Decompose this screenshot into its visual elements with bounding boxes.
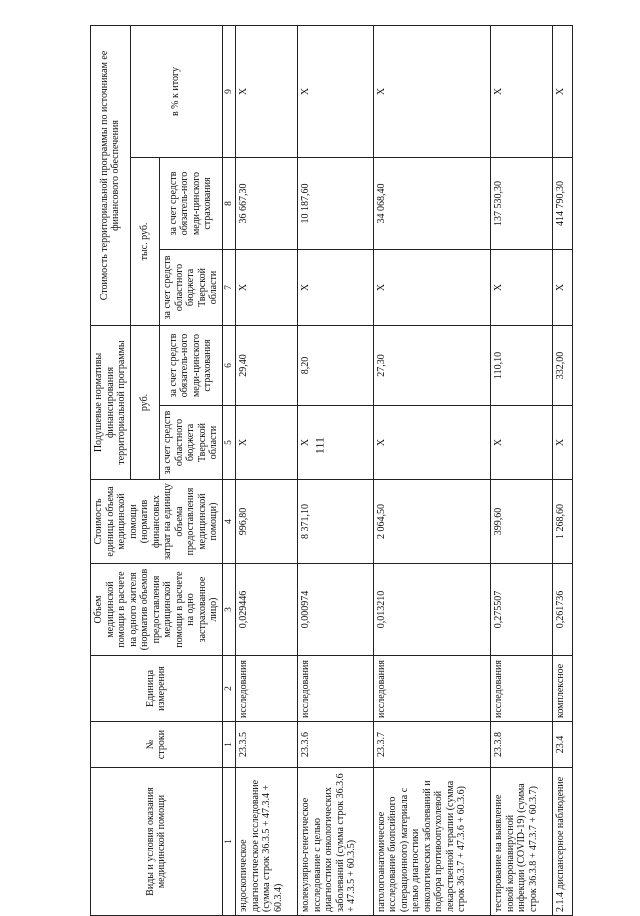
row-unit-cost: 1 268,60: [552, 480, 572, 564]
header-norm-oms: за счет средств обязатель-ного меди-цинского страхования: [160, 325, 223, 405]
row-cost-budget: X: [491, 249, 553, 325]
row-line-no: 23.3.6: [298, 722, 374, 768]
header-norm-budget: за счет средств областного бюджета Тверской области: [160, 406, 223, 480]
colnum: 6: [222, 325, 236, 405]
row-cost-budget: X: [373, 249, 490, 325]
row-percent: X: [236, 25, 298, 157]
row-volume: 0,000974: [298, 564, 374, 656]
row-percent: X: [373, 25, 490, 157]
header-unit: Единица измерения: [91, 656, 223, 722]
row-unit-cost: 8 371,10: [298, 480, 374, 564]
row-norm-budget: X: [236, 406, 298, 480]
row-unit: исследования: [373, 656, 490, 722]
row-cost-budget: X: [552, 249, 572, 325]
row-norm-budget: X: [552, 406, 572, 480]
header-cost-budget: за счет средств областного бюджета Тверской области: [160, 249, 223, 325]
row-volume: 0,029446: [236, 564, 298, 656]
row-name: эндоскопическое диагностическое исследование (сумма строк 36.3.5 + 47.3.4 + 60.3.4): [236, 768, 298, 916]
row-name: тестирование на выявление новой коронавирусной инфекции (COVID-19) (сумма строк 36.3.8 + 47.3.7 + 60.3.7): [491, 768, 553, 916]
row-percent: X: [552, 25, 572, 157]
header-unit-rub: руб.: [130, 325, 160, 479]
row-percent: X: [298, 25, 374, 157]
table-row: [236, 25, 298, 915]
row-norm-oms: 29,40: [236, 325, 298, 405]
table-row: [298, 25, 374, 915]
colnum: 5: [222, 406, 236, 480]
header-type: Виды и условия оказания медицинской помощи: [91, 768, 223, 916]
colnum: 8: [222, 157, 236, 249]
row-name: молекулярно-генетическое исследование с целью диагностики онкологических заболеваний (сумма строк 36.3.6 + 47.3.5 + 60.3.5): [298, 768, 374, 916]
table-row: [552, 25, 572, 915]
header-unit-cost: Стоимость единицы объема медицинской помощи (норматив финансовых затрат на единицу объема предоставления медицинской помощи): [91, 480, 223, 564]
header-cost-oms: за счет средств обязатель-ного меди-цинского страхования: [160, 157, 223, 249]
row-line-no: 23.3.5: [236, 722, 298, 768]
header-unit-thousand-rub: тыс. руб.: [130, 157, 160, 325]
row-norm-oms: 332,00: [552, 325, 572, 405]
row-name: 2.1.4 диспансерное наблюдение: [552, 768, 572, 916]
header-percent-total: в % к итогу: [130, 25, 222, 157]
colnum: 2: [222, 656, 236, 722]
row-line-no: 23.3.8: [491, 722, 553, 768]
row-norm-oms: 8,20: [298, 325, 374, 405]
row-norm-oms: 110,10: [491, 325, 553, 405]
row-unit-cost: 399,60: [491, 480, 553, 564]
row-line-no: 23.4: [552, 722, 572, 768]
header-volume: Объем медицинской помощи в расчете на одного жителя (норматив объемов предоставления медицинской помощи в расчете на одно застрахованное лицо): [91, 564, 223, 656]
row-cost-budget: X: [298, 249, 374, 325]
rotated-table-container: [90, 26, 566, 916]
row-name: патологоанатомическое исследование биопсийного (операционного) материала с целью диагностики онкологических заболеваний и подбора противоопухолевой лекарственной терапии (сумма строк 36.3.7 + 47.3.6 + 60.3.6): [373, 768, 490, 916]
financing-table: [90, 25, 573, 916]
row-cost-oms: 36 667,30: [236, 157, 298, 249]
header-program-cost: Стоимость территориальной программы по источникам ее финансового обеспечения: [91, 25, 131, 325]
page-number: 111: [312, 436, 327, 455]
colnum: 9: [222, 25, 236, 157]
row-volume: 0,275507: [491, 564, 553, 656]
row-norm-budget: X: [298, 406, 374, 480]
row-percent: X: [491, 25, 553, 157]
colnum: 1: [222, 768, 236, 916]
colnum: 4: [222, 480, 236, 564]
header-line-no: № строки: [91, 722, 223, 768]
row-cost-oms: 34 068,40: [373, 157, 490, 249]
row-line-no: 23.3.7: [373, 722, 490, 768]
row-unit: комплексное: [552, 656, 572, 722]
row-unit: исследования: [491, 656, 553, 722]
table-row: [491, 25, 553, 915]
row-volume: 0,013210: [373, 564, 490, 656]
row-unit: исследования: [236, 656, 298, 722]
row-cost-oms: 137 530,30: [491, 157, 553, 249]
table-row: [373, 25, 490, 915]
colnum: 7: [222, 249, 236, 325]
row-volume: 0,261736: [552, 564, 572, 656]
row-cost-budget: X: [236, 249, 298, 325]
colnum: 1: [222, 722, 236, 768]
row-norm-budget: X: [373, 406, 490, 480]
row-cost-oms: 414 790,30: [552, 157, 572, 249]
row-cost-oms: 10 187,60: [298, 157, 374, 249]
row-unit-cost: 2 064,50: [373, 480, 490, 564]
colnum: 3: [222, 564, 236, 656]
row-norm-budget: X: [491, 406, 553, 480]
row-unit-cost: 996,80: [236, 480, 298, 564]
row-norm-oms: 27,30: [373, 325, 490, 405]
header-per-capita-norms: Подушевые нормативы финансирования территориальной программы: [91, 325, 131, 479]
row-unit: исследования: [298, 656, 374, 722]
